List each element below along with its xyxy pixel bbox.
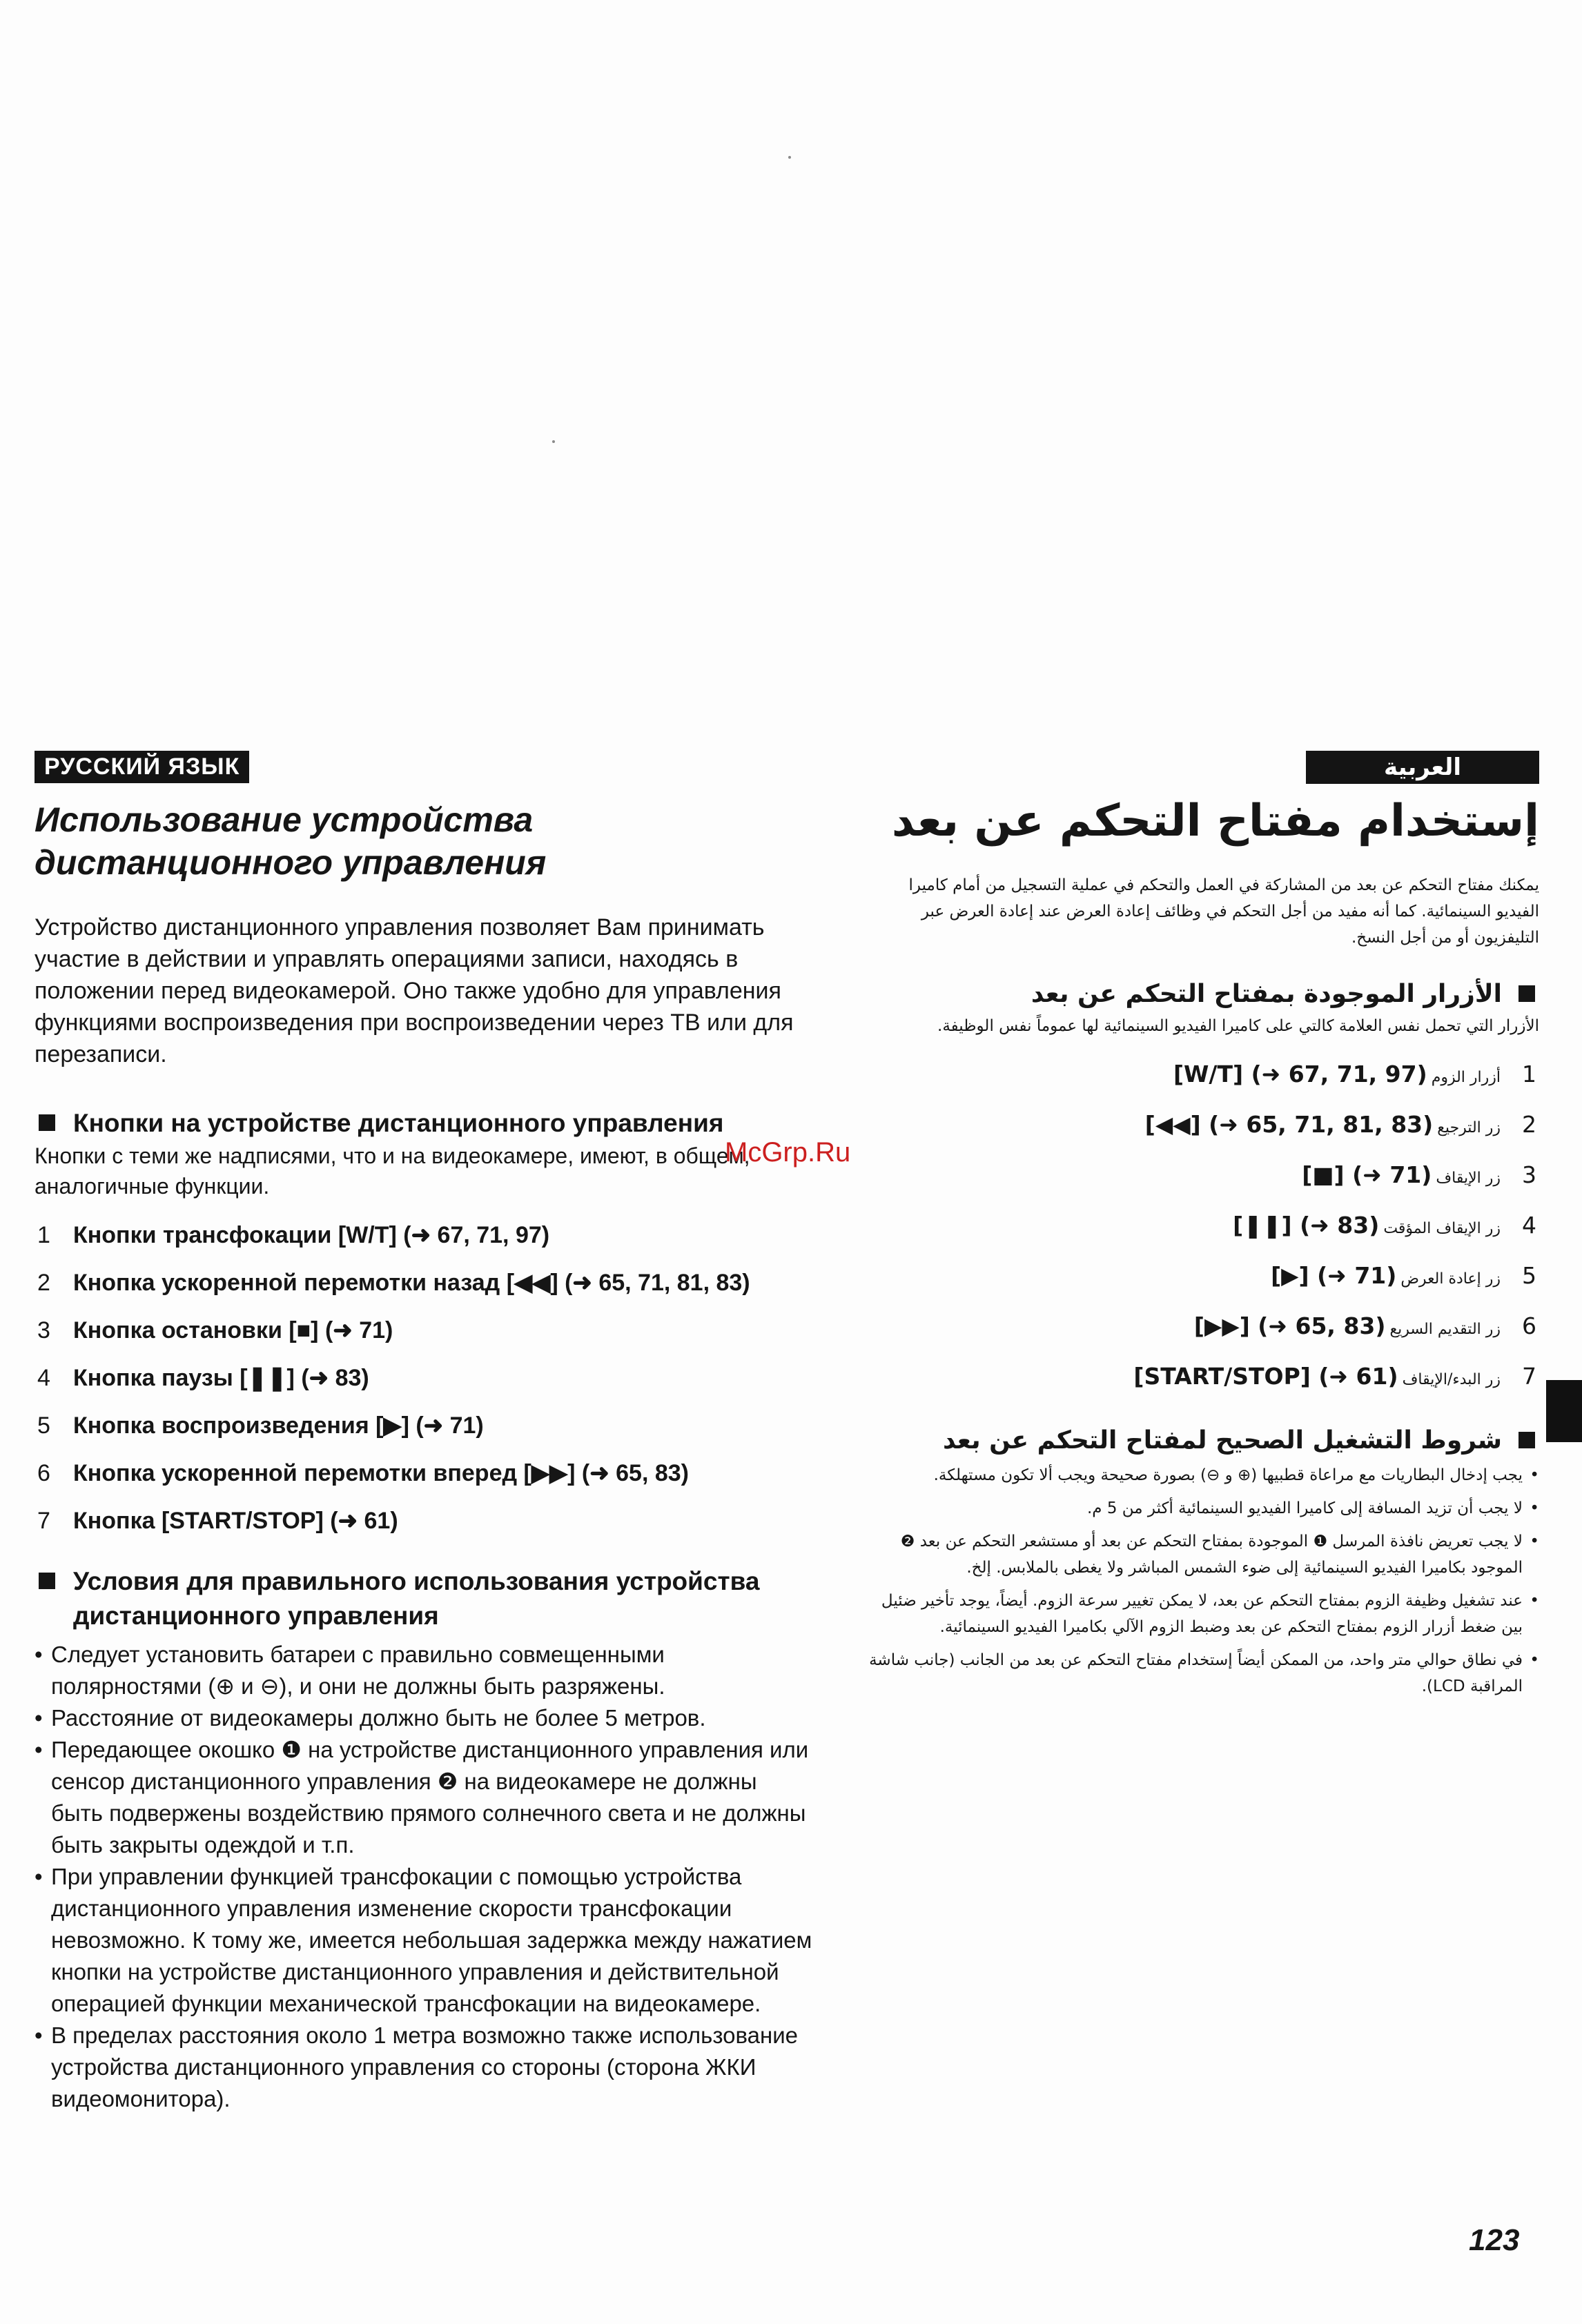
list-item: • Следует установить батареи с правильно совмещенными полярностями (⊕ и ⊖), и они не должны быть разряжены. [35, 1639, 814, 1702]
square-bullet-icon [1518, 985, 1535, 1002]
list-item: 3 زر الإيقاف[■] (➜ 71) [1302, 1161, 1536, 1188]
list-item: • В пределах расстояния около 1 метра возможно также использование устройства дистанционного управления со стороны (сторона ЖКИ видеомонитора). [35, 2020, 814, 2115]
intro-paragraph-ar: يمكنك مفتاح التحكم عن بعد من المشاركة في العمل والتحكم في عملية التسجيل من أمام كاميرا الفيديو السينمائية. كما أنه مفيد من أجل التحكم في وظائف إعادة العرض عند إعادة العرض عبر التليفزيون أو من أجل النسخ. [908, 876, 1539, 947]
conditions-list-ru [35, 1639, 814, 2115]
list-item: 5 Кнопка воспроизведения [▶] (➜ 71) [37, 1412, 484, 1439]
list-item: • Передающее окошко ❶ на устройстве дистанционного управления или сенсор дистанционного управления ❷ на видеокамере не должны быть подвержены воздействию прямого солнечного света и не должны быть закрыты одеждой и т.п. [35, 1734, 814, 1861]
section-heading-buttons-ar [863, 977, 1539, 1012]
list-item: 1 Кнопки трансфокации [W/T] (➜ 67, 71, 97) [37, 1222, 550, 1248]
list-item: • При управлении функцией трансфокации с помощью устройства дистанционного управления изменение скорости трансфокации невозможно. К тому же, имеется небольшая задержка между нажатием кнопки на устройстве дистанционного управления и действительной операцией функции механической трансфокации на видеокамере. [35, 1861, 814, 2020]
section-heading-conditions-ar [863, 1424, 1539, 1458]
scan-speck [788, 156, 791, 159]
page-number: 123 [1469, 2223, 1520, 2257]
language-label-ru: РУССКИЙ ЯЗЫК [35, 751, 249, 783]
list-item: 1 أزرار الزوم[W/T] (➜ 67, 71, 97) [1173, 1061, 1536, 1087]
square-bullet-icon [39, 1114, 55, 1131]
heading-text: شروط التشغيل الصحيح لمفتاح التحكم عن بعد [942, 1426, 1502, 1455]
heading-text: Условия для правильного использования устройства дистанционного управления [73, 1567, 760, 1630]
list-item: • لا يجب تعريض نافذة المرسل ❶ الموجودة بمفتاح التحكم عن بعد أو مستشعر التحكم عن بعد ❷ الموجود بكاميرا الفيديو السينمائية إلى ضوء الشمس المباشر ولا يغطى بالملابس. إلخ. [863, 1528, 1539, 1581]
conditions-list-ar [863, 1462, 1539, 1700]
list-item: • لا يجب أن تزيد المسافة إلى كاميرا الفيديو السينمائية أكثر من 5 م. [863, 1495, 1539, 1522]
section-heading-conditions-ru [35, 1564, 814, 1633]
russian-column [35, 751, 814, 2115]
button-list-ar [863, 1058, 1539, 1396]
list-item: 7 Кнопка [START/STOP] (➜ 61) [37, 1508, 398, 1534]
section-heading-buttons-ru [35, 1106, 814, 1141]
square-bullet-icon [1518, 1432, 1535, 1448]
page-title-ru: Использование устройства дистанционного управления [35, 800, 547, 882]
watermark-text: McGrp.Ru [725, 1137, 851, 1168]
list-item: • عند تشغيل وظيفة الزوم بمفتاح التحكم عن بعد، لا يمكن تغيير سرعة الزوم. أيضاً، يوجد تأخير ضئيل بين ضغط أزرار الزوم بمفتاح التحكم عن بعد وضبط الزوم الآلي بكاميرا الفيديو السينمائية. [863, 1588, 1539, 1640]
list-item: • في نطاق حوالي متر واحد، من الممكن أيضاً إستخدام مفتاح التحكم عن بعد من الجانب (جانب شاشة المراقبة LCD). [863, 1647, 1539, 1700]
list-item: 6 زر التقديم السريع[▶▶] (➜ 65, 83) [1193, 1312, 1536, 1339]
list-item: • يجب إدخال البطاريات مع مراعاة قطبيها (⊕ و ⊖) بصورة صحيحة ويجب ألا تكون مستهلكة. [863, 1462, 1539, 1488]
arabic-column [863, 751, 1539, 1706]
page-edge-tab [1546, 1380, 1582, 1442]
list-item: 4 Кнопка паузы [❚❚] (➜ 83) [37, 1365, 369, 1391]
button-list-ru [35, 1219, 814, 1537]
list-item: 6 Кнопка ускоренной перемотки вперед [▶▶] (➜ 65, 83) [37, 1460, 690, 1486]
list-item: 4 زر الإيقاف المؤقت[❚❚] (➜ 83) [1233, 1212, 1536, 1239]
scan-speck [552, 440, 555, 443]
square-bullet-icon [39, 1573, 55, 1589]
buttons-note-ru: Кнопки с теми же надписями, что и на видеокамере, имеют, в общем, аналогичные функции. [35, 1143, 750, 1199]
list-item: 2 زر الترجيع[◀◀] (➜ 65, 71, 81, 83) [1144, 1111, 1536, 1138]
page-title-ar: إستخدام مفتاح التحكم عن بعد [891, 796, 1539, 847]
list-item: 2 Кнопка ускоренной перемотки назад [◀◀] (➜ 65, 71, 81, 83) [37, 1270, 750, 1296]
heading-text: Кнопки на устройстве дистанционного управления [73, 1109, 724, 1137]
list-item: • Расстояние от видеокамеры должно быть не более 5 метров. [35, 1702, 814, 1734]
heading-text: الأزرار الموجودة بمفتاح التحكم عن بعد [1031, 980, 1502, 1008]
language-label-ar: العربية [1306, 751, 1539, 784]
list-item: 3 Кнопка остановки [■] (➜ 71) [37, 1317, 393, 1343]
buttons-note-ar: الأزرار التي تحمل نفس العلامة كالتي على كاميرا الفيديو السينمائية لها عموماً نفس الوظيفة. [937, 1017, 1539, 1035]
intro-paragraph-ru: Устройство дистанционного управления позволяет Вам принимать участие в действии и управлять операциями записи, находясь в положении перед видеокамерой. Оно также удобно для управления функциями воспроизведения при воспроизведении через ТВ или для перезаписи. [35, 914, 794, 1067]
list-item: 7 زر البدء/الإيقاف[START/STOP] (➜ 61) [1133, 1363, 1536, 1390]
list-item: 5 زر إعادة العرض[▶] (➜ 71) [1271, 1262, 1536, 1289]
